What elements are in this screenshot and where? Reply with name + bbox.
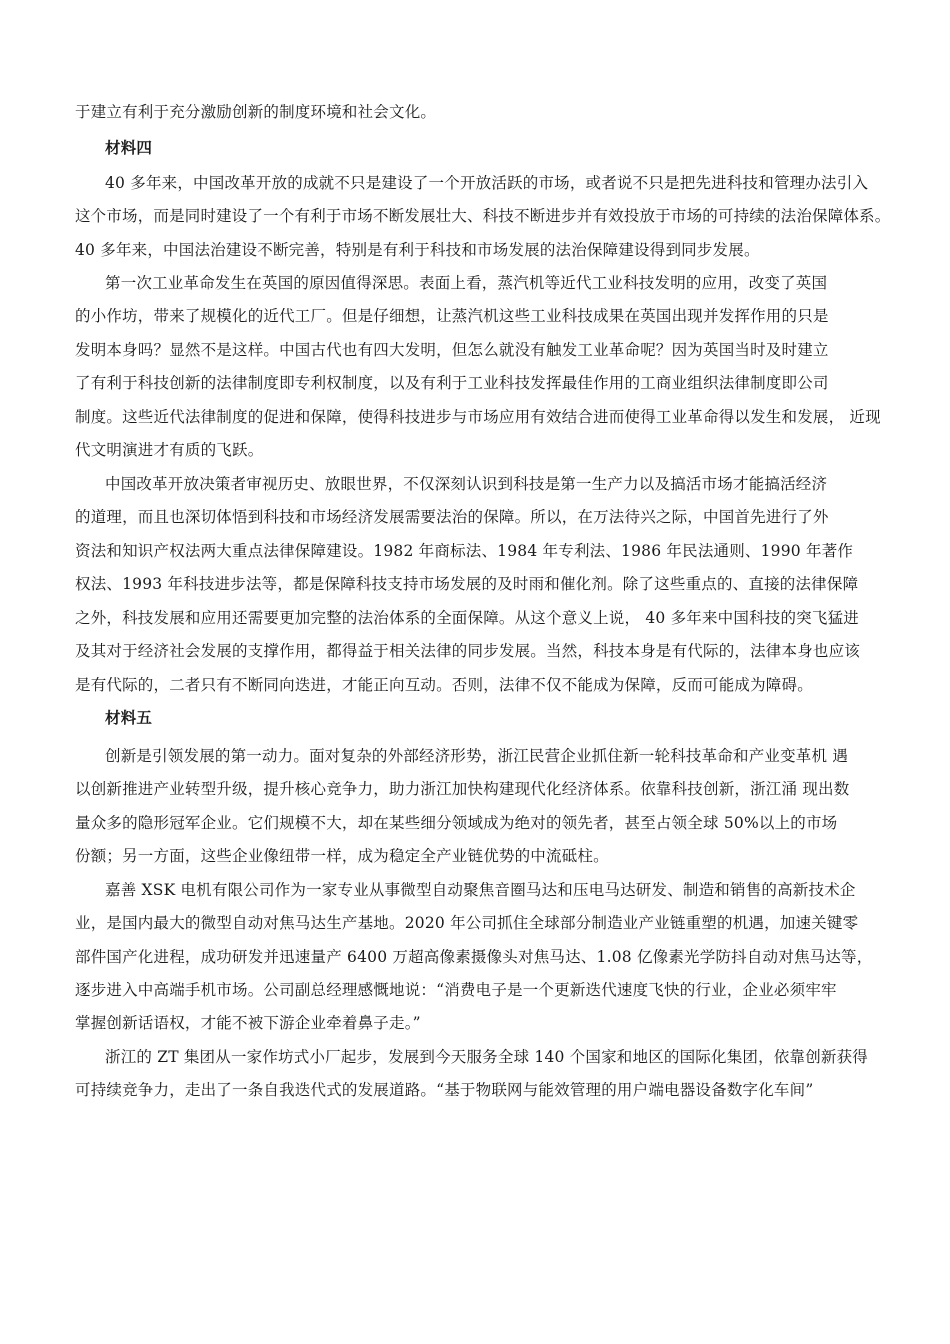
paragraph-line: 掌握创新话语权，才能不被下游企业牵着鼻子走。” [75,1014,421,1032]
paragraph-line: 这个市场，而是同时建设了一个有利于市场不断发展壮大、科技不断进步并有效投放于市场的可持续的法治保障体系。 [75,207,891,225]
paragraph-line: 创新是引领发展的第一动力。面对复杂的外部经济形势，浙江民营企业抓住新一轮科技革命和产业变革机 遇 [105,747,849,765]
section5-heading: 材料五 [105,709,153,727]
paragraph-line: 及其对于经济社会发展的支撑作用，都得益于相关法律的同步发展。当然，科技本身是有代际的，法律本身也应该 [75,642,861,660]
paragraph-line: 40 多年来，中国法治建设不断完善，特别是有利于科技和市场发展的法治保障建设得到同步发展。 [75,241,760,259]
paragraph-line: 中国改革开放决策者审视历史、放眼世界，不仅深刻认识到科技是第一生产力以及搞活市场才能搞活经济 [105,475,828,493]
paragraph-line: 的小作坊，带来了规模化的近代工厂。但是仔细想，让蒸汽机这些工业科技成果在英国出现并发挥作用的只是 [75,307,829,325]
paragraph-line: 发明本身吗？显然不是这样。中国古代也有四大发明，但怎么就没有触发工业革命呢？因为英国当时及时建立 [75,341,829,359]
paragraph-line: 的道理，而且也深切体悟到科技和市场经济发展需要法治的保障。所以，在万法待兴之际，中国首先进行了外 [75,508,829,526]
paragraph-line: 制度。这些近代法律制度的促进和保障，使得科技进步与市场应用有效结合进而使得工业革命得以发生和发展， 近现 [75,408,881,426]
paragraph-line: 以创新推进产业转型升级，提升核心竞争力，助力浙江加快构建现代化经济体系。依靠科技创新，浙江涌 现出数 [75,780,850,798]
paragraph-line: 40 多年来，中国改革开放的成就不只是建设了一个开放活跃的市场，或者说不只是把先进科技和管理办法引入 [105,174,869,192]
paragraph-line: 第一次工业革命发生在英国的原因值得深思。表面上看，蒸汽机等近代工业科技发明的应用，改变了英国 [105,274,828,292]
paragraph-line: 是有代际的，二者只有不断同向迭进，才能正向互动。否则，法律不仅不能成为保障，反而可能成为障碍。 [75,676,813,694]
paragraph-line: 浙江的 ZT 集团从一家作坊式小厂起步，发展到今天服务全球 140 个国家和地区的国际化集团，依靠创新获得 [105,1048,869,1066]
paragraph-line: 嘉善 XSK 电机有限公司作为一家专业从事微型自动聚焦音圈马达和压电马达研发、制造和销售的高新技术企 [105,881,856,899]
paragraph-line: 份额；另一方面，这些企业像纽带一样，成为稳定全产业链优势的中流砥柱。 [75,847,609,865]
paragraph-line: 代文明演进才有质的飞跃。 [75,441,264,459]
paragraph-line: 部件国产化进程，成功研发并迅速量产 6400 万超高像素摄像头对焦马达、1.08 亿像素光学防抖自动对焦马达等， [75,948,873,966]
paragraph-line: 权法、1993 年科技进步法等，都是保障科技支持市场发展的及时雨和催化剂。除了这些重点的、直接的法律保障 [75,575,859,593]
paragraph-line: 业，是国内最大的微型自动对焦马达生产基地。2020 年公司抓住全球部分制造业产业链重塑的机遇，加速关键零 [75,914,859,932]
paragraph-line: 逐步进入中高端手机市场。公司副总经理感慨地说：“消费电子是一个更新迭代速度飞快的行业，企业必须牢牢 [75,981,837,999]
intro-tail-line: 于建立有利于充分激励创新的制度环境和社会文化。 [75,103,437,121]
paragraph-line: 之外，科技发展和应用还需要更加完整的法治体系的全面保障。从这个意义上说， 40 多年来中国科技的突飞猛进 [75,609,859,627]
paragraph-line: 资法和知识产权法两大重点法律保障建设。1982 年商标法、1984 年专利法、1986 年民法通则、1990 年著作 [75,542,854,560]
paragraph-line: 量众多的隐形冠军企业。它们规模不大，却在某些细分领域成为绝对的领先者，甚至占领全球 50%以上的市场 [75,814,838,832]
paragraph-line: 可持续竞争力，走出了一条自我迭代式的发展道路。“基于物联网与能效管理的用户端电器设备数字化车间” [75,1081,814,1099]
paragraph-line: 了有利于科技创新的法律制度即专利权制度，以及有利于工业科技发挥最佳作用的工商业组织法律制度即公司 [75,374,829,392]
section4-heading: 材料四 [105,139,153,157]
